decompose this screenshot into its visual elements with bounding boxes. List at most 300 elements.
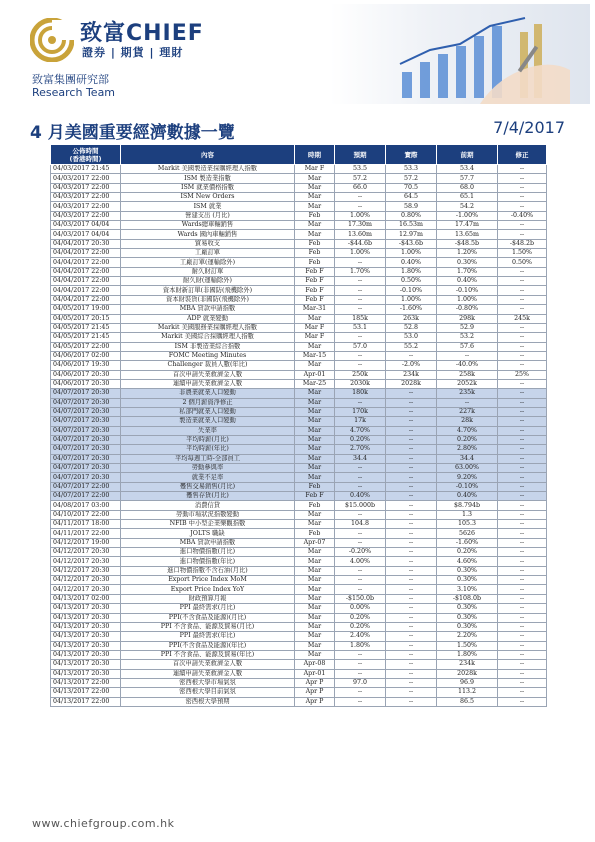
table-cell: Mar <box>295 464 335 473</box>
table-cell: 04/04/2017 22:00 <box>51 295 121 304</box>
table-cell: 12.97m <box>386 230 437 239</box>
table-cell: -- <box>386 464 437 473</box>
table-row <box>51 482 547 491</box>
table-cell: -- <box>386 566 437 575</box>
table-cell: -- <box>386 594 437 603</box>
table-cell: -- <box>386 351 437 360</box>
table-cell: -- <box>386 669 437 678</box>
table-cell: 平均時薪(月比) <box>121 435 295 444</box>
table-cell: 04/13/2017 20:30 <box>51 660 121 669</box>
table-cell: -0.10% <box>386 286 437 295</box>
table-row <box>51 389 547 398</box>
table-cell: 3.10% <box>437 585 498 594</box>
table-cell: 1.50% <box>498 249 547 258</box>
table-row <box>51 548 547 557</box>
table-cell: -0.80% <box>437 305 498 314</box>
table-cell: -- <box>498 473 547 482</box>
table-cell: 66.0 <box>335 183 386 192</box>
table-cell: 105.3 <box>437 520 498 529</box>
table-cell: Mar-31 <box>295 305 335 314</box>
table-cell: -- <box>498 510 547 519</box>
table-cell: -- <box>386 426 437 435</box>
table-cell: 私部門就業人口變動 <box>121 407 295 416</box>
table-row <box>51 454 547 463</box>
table-cell: 55.2 <box>386 342 437 351</box>
table-cell: -- <box>335 398 386 407</box>
table-cell: Mar <box>295 183 335 192</box>
table-cell: 1.00% <box>386 295 437 304</box>
column-header: 時期 <box>295 145 335 165</box>
table-cell: Mar <box>295 632 335 641</box>
table-cell: 245k <box>498 314 547 323</box>
table-cell: -- <box>335 650 386 659</box>
table-cell: -- <box>498 576 547 585</box>
column-header: 修正 <box>498 145 547 165</box>
table-cell: 2.20% <box>437 632 498 641</box>
table-cell: 04/07/2017 20:30 <box>51 407 121 416</box>
table-cell: -1.60% <box>386 305 437 314</box>
table-cell: -- <box>498 202 547 211</box>
table-cell: -$48.2b <box>498 239 547 248</box>
table-cell: -- <box>498 669 547 678</box>
table-row <box>51 435 547 444</box>
table-cell: -- <box>386 445 437 454</box>
table-cell: 96.9 <box>437 678 498 687</box>
table-cell: 2 個月薪資淨修正 <box>121 398 295 407</box>
table-cell: $8.794b <box>437 501 498 510</box>
table-cell: 04/13/2017 22:00 <box>51 697 121 706</box>
table-cell: 53.3 <box>386 165 437 174</box>
table-cell: 53.2 <box>437 333 498 342</box>
table-cell: 首次申請失業救濟金人數 <box>121 660 295 669</box>
table-cell: 185k <box>335 314 386 323</box>
table-cell: 04/05/2017 19:00 <box>51 305 121 314</box>
table-cell: 04/13/2017 20:30 <box>51 613 121 622</box>
table-cell: PPI(不含食品及能源)(年比) <box>121 641 295 650</box>
column-header: 內容 <box>121 145 295 165</box>
table-cell: 04/07/2017 20:30 <box>51 389 121 398</box>
table-cell: -- <box>335 669 386 678</box>
table-cell: 04/06/2017 20:30 <box>51 370 121 379</box>
table-cell: 密西根大學預期 <box>121 697 295 706</box>
table-cell: Apr P <box>295 697 335 706</box>
footer-website-link[interactable]: www.chiefgroup.com.hk <box>32 817 175 830</box>
table-cell: 1.00% <box>335 249 386 258</box>
table-cell: 2.40% <box>335 632 386 641</box>
table-row <box>51 538 547 547</box>
table-row <box>51 174 547 183</box>
table-cell: -- <box>498 165 547 174</box>
table-cell: Apr P <box>295 678 335 687</box>
table-cell: 04/06/2017 02:00 <box>51 351 121 360</box>
table-cell: 0.00% <box>335 604 386 613</box>
table-cell: Mar <box>295 435 335 444</box>
column-header: 前期 <box>437 145 498 165</box>
table-cell: 工廠訂單(運輸除外) <box>121 258 295 267</box>
table-cell: -- <box>498 622 547 631</box>
table-cell: -- <box>498 333 547 342</box>
table-cell: -- <box>386 538 437 547</box>
table-cell: 04/13/2017 20:30 <box>51 622 121 631</box>
table-cell: 0.20% <box>437 435 498 444</box>
table-cell: 工廠訂單 <box>121 249 295 258</box>
table-cell: 0.30% <box>437 576 498 585</box>
table-cell: 54.2 <box>437 202 498 211</box>
table-cell: 263k <box>386 314 437 323</box>
table-cell: 04/08/2017 03:00 <box>51 501 121 510</box>
table-cell: 1.00% <box>437 295 498 304</box>
table-cell: -- <box>386 529 437 538</box>
brand-tagline: 證券 | 期貨 | 理財 <box>82 46 184 59</box>
table-row <box>51 379 547 388</box>
table-cell: 04/12/2017 20:30 <box>51 548 121 557</box>
table-cell: -- <box>386 454 437 463</box>
table-cell: 04/13/2017 20:30 <box>51 604 121 613</box>
table-cell: 躉售交易銷售(月比) <box>121 482 295 491</box>
table-cell: Feb <box>295 501 335 510</box>
table-cell: 0.40% <box>437 492 498 501</box>
table-cell: 04/03/2017 22:00 <box>51 183 121 192</box>
table-cell: 財政預算月報 <box>121 594 295 603</box>
table-cell: 68.0 <box>437 183 498 192</box>
table-cell: 04/04/2017 22:00 <box>51 258 121 267</box>
table-cell: -- <box>498 464 547 473</box>
table-cell: -40.0% <box>437 361 498 370</box>
table-cell: -$43.6b <box>386 239 437 248</box>
table-row <box>51 445 547 454</box>
table-cell: -- <box>386 641 437 650</box>
table-cell: 0.30% <box>437 622 498 631</box>
table-cell: 1.3 <box>437 510 498 519</box>
table-cell: Mar <box>295 417 335 426</box>
table-cell: -- <box>498 417 547 426</box>
table-cell: Mar <box>295 193 335 202</box>
table-row <box>51 305 547 314</box>
table-cell: 2028k <box>437 669 498 678</box>
table-cell: 57.7 <box>437 174 498 183</box>
table-row <box>51 688 547 697</box>
table-cell: -- <box>335 361 386 370</box>
table-cell: 2.70% <box>335 445 386 454</box>
table-cell: 1.80% <box>335 641 386 650</box>
table-cell: -- <box>335 351 386 360</box>
table-cell: 52.8 <box>386 323 437 332</box>
table-cell: 04/03/2017 04/04 <box>51 230 121 239</box>
page-title: 4 月美國重要經濟數據一覽 <box>30 123 235 143</box>
table-cell: Apr-08 <box>295 660 335 669</box>
table-cell: 躉售存貨(月比) <box>121 492 295 501</box>
table-cell: 進口物價指數不含石油(月比) <box>121 566 295 575</box>
table-cell: 180k <box>335 389 386 398</box>
table-row <box>51 660 547 669</box>
table-cell: 57.0 <box>335 342 386 351</box>
table-cell: 1.80% <box>386 267 437 276</box>
table-row <box>51 426 547 435</box>
table-cell: -- <box>498 221 547 230</box>
table-cell: 首次申請失業救濟金人數 <box>121 370 295 379</box>
table-cell: -- <box>386 688 437 697</box>
table-cell: -- <box>498 361 547 370</box>
table-cell: 耐久財(運輸除外) <box>121 277 295 286</box>
table-cell: -- <box>386 520 437 529</box>
table-cell: -- <box>498 688 547 697</box>
table-cell: -$150.0b <box>335 594 386 603</box>
table-cell: 1.50% <box>437 641 498 650</box>
table-cell: 0.50% <box>498 258 547 267</box>
table-cell: -- <box>498 174 547 183</box>
table-cell: -- <box>386 604 437 613</box>
table-cell: 耐久財訂單 <box>121 267 295 276</box>
table-cell: Wards總車輛銷售 <box>121 221 295 230</box>
table-cell: -- <box>498 342 547 351</box>
table-cell: NFIB 中小型企業樂觀指數 <box>121 520 295 529</box>
table-cell: 04/11/2017 18:00 <box>51 520 121 529</box>
table-cell: 勞動市場狀況指數變動 <box>121 510 295 519</box>
table-cell: 0.20% <box>335 622 386 631</box>
table-cell: 貿易收支 <box>121 239 295 248</box>
table-cell: Mar <box>295 221 335 230</box>
table-row <box>51 585 547 594</box>
table-cell: 34.4 <box>335 454 386 463</box>
table-cell: 170k <box>335 407 386 416</box>
table-cell: ISM 非製造業綜合指數 <box>121 342 295 351</box>
table-cell: 0.30% <box>437 566 498 575</box>
table-cell: Mar <box>295 445 335 454</box>
table-cell: -- <box>386 548 437 557</box>
table-cell: 0.30% <box>437 604 498 613</box>
table-cell: 104.8 <box>335 520 386 529</box>
table-cell: 密西根大學目前氣氛 <box>121 688 295 697</box>
table-row <box>51 183 547 192</box>
table-cell: -- <box>335 660 386 669</box>
table-cell: -- <box>335 333 386 342</box>
table-cell: Mar F <box>295 333 335 342</box>
table-cell: 113.2 <box>437 688 498 697</box>
table-cell: 04/05/2017 22:00 <box>51 342 121 351</box>
table-cell: Mar <box>295 407 335 416</box>
table-cell: MBA 貸款申請指數 <box>121 538 295 547</box>
table-cell: 04/07/2017 20:30 <box>51 417 121 426</box>
table-cell: 04/07/2017 22:00 <box>51 482 121 491</box>
table-row <box>51 632 547 641</box>
table-row <box>51 613 547 622</box>
table-row <box>51 520 547 529</box>
table-cell: Mar <box>295 342 335 351</box>
table-cell: -- <box>386 557 437 566</box>
table-row <box>51 622 547 631</box>
table-cell: 04/12/2017 20:30 <box>51 566 121 575</box>
table-body <box>51 165 547 707</box>
table-cell: -- <box>386 417 437 426</box>
table-row <box>51 286 547 295</box>
table-cell: 連續申請失業救濟金人數 <box>121 669 295 678</box>
table-row <box>51 501 547 510</box>
table-row <box>51 351 547 360</box>
table-cell: 70.5 <box>386 183 437 192</box>
table-cell: -- <box>498 323 547 332</box>
table-cell: -$44.6b <box>335 239 386 248</box>
table-cell: -- <box>386 613 437 622</box>
table-cell: -- <box>498 445 547 454</box>
table-row <box>51 697 547 706</box>
table-cell: -- <box>335 473 386 482</box>
table-cell: -- <box>498 501 547 510</box>
table-cell: -- <box>386 407 437 416</box>
table-cell: 28k <box>437 417 498 426</box>
table-cell: -$48.5b <box>437 239 498 248</box>
table-cell: -- <box>335 576 386 585</box>
table-cell: PPI 最終需求(年比) <box>121 632 295 641</box>
header-chart-graphic <box>330 4 590 104</box>
table-cell: -- <box>498 379 547 388</box>
table-cell: Mar <box>295 594 335 603</box>
table-cell: Feb <box>295 211 335 220</box>
table-cell: 04/13/2017 22:00 <box>51 678 121 687</box>
table-cell: -- <box>498 426 547 435</box>
table-cell: -- <box>498 557 547 566</box>
table-cell: -0.10% <box>437 286 498 295</box>
table-cell: 營建支出 (月比) <box>121 211 295 220</box>
table-cell: 04/03/2017 21:45 <box>51 165 121 174</box>
table-cell: 04/13/2017 20:30 <box>51 650 121 659</box>
table-cell: Export Price Index YoY <box>121 585 295 594</box>
table-cell: 04/07/2017 20:30 <box>51 398 121 407</box>
table-cell: 平均時薪(年比) <box>121 445 295 454</box>
table-cell: FOMC Meeting Minutes <box>121 351 295 360</box>
table-cell: -- <box>386 678 437 687</box>
table-cell: 04/13/2017 22:00 <box>51 688 121 697</box>
group-name-en: Research Team <box>32 86 116 99</box>
table-row <box>51 221 547 230</box>
table-cell: MBA 貸款申請指數 <box>121 305 295 314</box>
table-cell: Feb <box>295 258 335 267</box>
table-cell: Mar <box>295 174 335 183</box>
table-cell: 04/07/2017 20:30 <box>51 426 121 435</box>
table-cell: Mar <box>295 613 335 622</box>
table-cell: 04/07/2017 20:30 <box>51 464 121 473</box>
table-row <box>51 650 547 659</box>
table-cell: 57.6 <box>437 342 498 351</box>
table-cell: 04/13/2017 02:00 <box>51 594 121 603</box>
table-cell: Export Price Index MoM <box>121 576 295 585</box>
table-cell: -- <box>498 678 547 687</box>
table-cell: 227k <box>437 407 498 416</box>
table-row <box>51 333 547 342</box>
table-cell: 04/03/2017 22:00 <box>51 193 121 202</box>
table-cell: -- <box>498 585 547 594</box>
table-cell: 連續申請失業救濟金人數 <box>121 379 295 388</box>
table-cell: -- <box>335 482 386 491</box>
table-cell: 53.0 <box>386 333 437 342</box>
table-cell: -- <box>498 520 547 529</box>
table-cell: -- <box>386 501 437 510</box>
table-cell: Markit 美國服務業採購經理人指數 <box>121 323 295 332</box>
table-cell: 進口物價指數(月比) <box>121 548 295 557</box>
table-row <box>51 277 547 286</box>
table-cell: ISM 就業 <box>121 202 295 211</box>
table-cell: -- <box>498 183 547 192</box>
table-row <box>51 576 547 585</box>
table-cell: 04/04/2017 22:00 <box>51 286 121 295</box>
table-cell: ADP 就業變動 <box>121 314 295 323</box>
table-cell: Mar <box>295 398 335 407</box>
table-cell: -- <box>335 585 386 594</box>
table-cell: -- <box>498 529 547 538</box>
table-cell: 04/04/2017 20:30 <box>51 239 121 248</box>
table-cell: -1.60% <box>437 538 498 547</box>
table-cell: 04/07/2017 20:30 <box>51 473 121 482</box>
table-cell: 2.80% <box>437 445 498 454</box>
table-cell: 勞動參與率 <box>121 464 295 473</box>
table-cell: -- <box>498 454 547 463</box>
table-cell: 1.20% <box>437 249 498 258</box>
table-cell: -- <box>498 351 547 360</box>
table-cell: 234k <box>437 660 498 669</box>
column-header: 公佈時間 (香港時間) <box>51 145 121 165</box>
table-cell: 2028k <box>386 379 437 388</box>
table-cell: Feb <box>295 239 335 248</box>
table-cell: -- <box>498 566 547 575</box>
table-cell: Markit 美國綜合採購經理人指數 <box>121 333 295 342</box>
table-cell: Mar <box>295 361 335 370</box>
table-cell: -- <box>498 267 547 276</box>
table-cell: -- <box>498 305 547 314</box>
table-cell: 1.00% <box>335 211 386 220</box>
table-cell: 04/12/2017 20:30 <box>51 585 121 594</box>
table-cell: Mar <box>295 585 335 594</box>
table-cell: Feb <box>295 529 335 538</box>
table-cell: 4.70% <box>437 426 498 435</box>
table-cell: 失業率 <box>121 426 295 435</box>
table-cell: -- <box>498 650 547 659</box>
table-cell: -- <box>498 277 547 286</box>
table-cell: Mar <box>295 548 335 557</box>
table-cell: Apr P <box>295 688 335 697</box>
table-cell: ISM 就業價格指數 <box>121 183 295 192</box>
table-row <box>51 398 547 407</box>
table-cell: -0.20% <box>335 548 386 557</box>
table-cell: 0.40% <box>437 277 498 286</box>
table-cell: 235k <box>437 389 498 398</box>
table-cell: 58.9 <box>386 202 437 211</box>
table-cell: -- <box>386 585 437 594</box>
table-cell: -- <box>386 622 437 631</box>
table-cell: 53.4 <box>437 165 498 174</box>
table-cell: -- <box>386 660 437 669</box>
table-row <box>51 641 547 650</box>
table-row <box>51 473 547 482</box>
table-row <box>51 669 547 678</box>
table-cell: -- <box>386 389 437 398</box>
table-row <box>51 258 547 267</box>
table-row <box>51 230 547 239</box>
table-cell: 9.20% <box>437 473 498 482</box>
table-cell: Mar <box>295 454 335 463</box>
page-date: 7/4/2017 <box>493 118 565 137</box>
table-cell: Feb F <box>295 492 335 501</box>
table-cell: Apr-01 <box>295 370 335 379</box>
table-cell: Mar <box>295 510 335 519</box>
table-cell: 04/13/2017 20:30 <box>51 669 121 678</box>
table-cell: 2052k <box>437 379 498 388</box>
table-cell: PPI 不含食品、能源及貿易(月比) <box>121 622 295 631</box>
table-cell: -- <box>386 482 437 491</box>
table-cell: -- <box>498 604 547 613</box>
table-row <box>51 529 547 538</box>
table-cell: -0.10% <box>437 482 498 491</box>
table-cell: 04/05/2017 20:15 <box>51 314 121 323</box>
table-cell: -- <box>335 538 386 547</box>
